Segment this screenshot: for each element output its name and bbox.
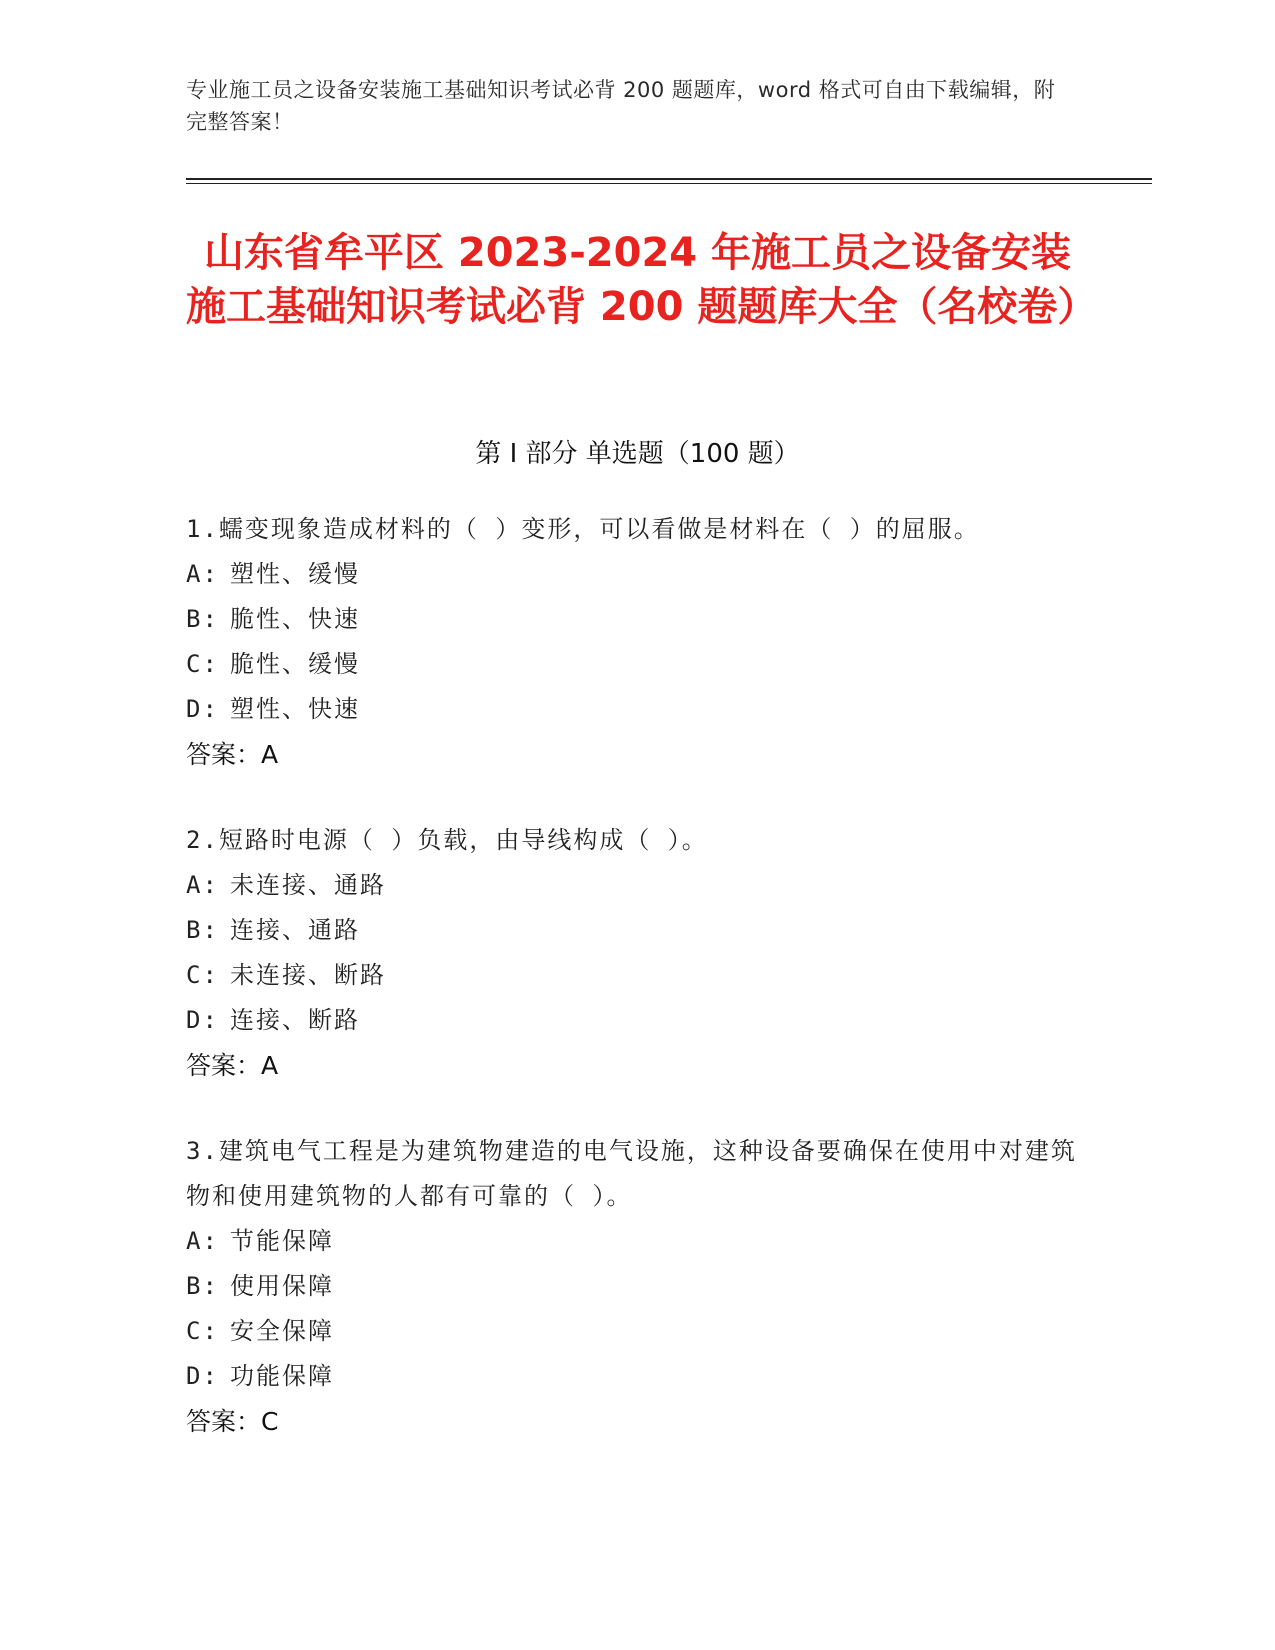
option-text: 塑性、缓慢 — [230, 560, 360, 588]
option-text: 节能保障 — [230, 1227, 334, 1255]
option-text: 脆性、快速 — [230, 605, 360, 633]
option-letter: D: — [186, 1006, 219, 1034]
option-b — [186, 908, 1086, 953]
option-text: 未连接、断路 — [230, 961, 386, 989]
question-stem: 3.建筑电气工程是为建筑物建造的电气设施，这种设备要确保在使用中对建筑物和使用建筑物的人都有可靠的（ ）。 — [186, 1137, 1077, 1210]
option-letter: B: — [186, 916, 219, 944]
option-text: 使用保障 — [230, 1272, 334, 1300]
option-a — [186, 863, 1086, 908]
option-letter: B: — [186, 605, 219, 633]
option-c — [186, 642, 1086, 687]
question-stem: 1.蠕变现象造成材料的（ ）变形，可以看做是材料在（ ）的屈服。 — [186, 515, 980, 543]
option-text: 脆性、缓慢 — [230, 650, 360, 678]
question-3 — [186, 1129, 1086, 1444]
option-letter: A: — [186, 1227, 219, 1255]
option-d — [186, 998, 1086, 1043]
option-d — [186, 1354, 1086, 1399]
header-rule-thin — [186, 183, 1152, 184]
answer: 答案：C — [186, 1407, 279, 1436]
answer: 答案：A — [186, 1051, 279, 1080]
option-d — [186, 687, 1086, 732]
option-text: 连接、断路 — [230, 1006, 360, 1034]
option-letter: D: — [186, 695, 219, 723]
option-c — [186, 953, 1086, 998]
header-rule-thick — [186, 178, 1152, 180]
option-text: 塑性、快速 — [230, 695, 360, 723]
option-text: 未连接、通路 — [230, 871, 386, 899]
option-letter: C: — [186, 961, 219, 989]
answer: 答案：A — [186, 740, 279, 769]
option-letter: A: — [186, 560, 219, 588]
option-c — [186, 1309, 1086, 1354]
question-2 — [186, 818, 1086, 1088]
option-letter: C: — [186, 1317, 219, 1345]
option-b — [186, 1264, 1086, 1309]
option-letter: D: — [186, 1362, 219, 1390]
option-b — [186, 597, 1086, 642]
option-letter: A: — [186, 871, 219, 899]
option-a — [186, 552, 1086, 597]
option-text: 连接、通路 — [230, 916, 360, 944]
option-letter: C: — [186, 650, 219, 678]
option-text: 安全保障 — [230, 1317, 334, 1345]
option-text: 功能保障 — [230, 1362, 334, 1390]
option-a — [186, 1219, 1086, 1264]
option-letter: B: — [186, 1272, 219, 1300]
header-note: 专业施工员之设备安装施工基础知识考试必背 200 题题库，word 格式可自由下载编辑，附完整答案！ — [186, 78, 1056, 134]
document-title: 山东省牟平区 2023-2024 年施工员之设备安装施工基础知识考试必背 200 题题库大全（名校卷） — [186, 230, 1098, 330]
section-title: 第 I 部分 单选题（100 题） — [475, 439, 800, 469]
question-1 — [186, 507, 1086, 777]
question-stem: 2.短路时电源（ ）负载，由导线构成（ ）。 — [186, 826, 708, 854]
